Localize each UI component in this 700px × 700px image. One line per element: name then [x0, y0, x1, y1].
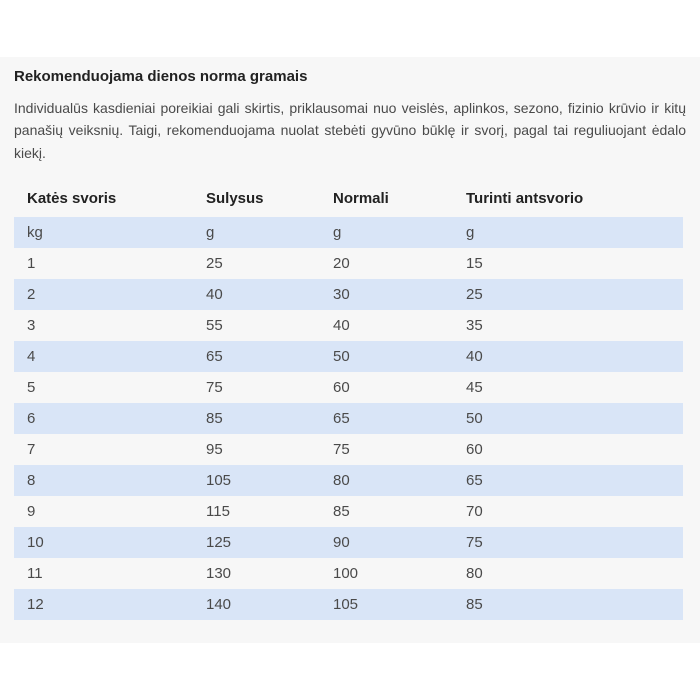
table-row — [14, 403, 683, 434]
table-cell: 30 — [333, 286, 350, 304]
table-cell: 115 — [206, 503, 230, 521]
table-cell: 100 — [333, 565, 359, 583]
table-cell: 75 — [206, 379, 223, 397]
table-cell: 20 — [333, 255, 350, 273]
table-cell: 70 — [466, 503, 483, 521]
intro-paragraph: Individualūs kasdieniai poreikiai gali skirtis, priklausomai nuo veislės, aplinkos, sezono, fizinio krūvio ir kitų panašių veiksnių. Taigi, rekomenduojama nuolat stebėti gyvūno būklę ir svorį, pagal tai reguliuojant ėdalo kiekį. — [14, 100, 686, 161]
table-cell: 6 — [27, 410, 36, 428]
table-cell: g — [466, 224, 475, 242]
table-cell: 4 — [27, 348, 36, 366]
column-header-normal: Normali — [333, 190, 389, 208]
table-cell: 130 — [206, 565, 232, 583]
table-cell: 105 — [333, 596, 359, 614]
table-cell: 80 — [466, 565, 483, 583]
table-cell: 125 — [206, 534, 232, 552]
table-row — [14, 310, 683, 341]
table-cell: 9 — [27, 503, 36, 521]
table-cell: 85 — [333, 503, 350, 521]
table-cell: 85 — [466, 596, 483, 614]
table-cell: 5 — [27, 379, 36, 397]
table-row — [14, 527, 683, 558]
table-cell: 75 — [333, 441, 350, 459]
table-cell: 105 — [206, 472, 232, 490]
table-cell: 35 — [466, 317, 483, 335]
table-row — [14, 465, 683, 496]
table-cell: 3 — [27, 317, 36, 335]
table-cell: 60 — [333, 379, 350, 397]
table-cell: 140 — [206, 596, 232, 614]
table-cell: 90 — [333, 534, 350, 552]
table-cell: 60 — [466, 441, 483, 459]
table-row — [14, 496, 683, 527]
table-cell: 40 — [333, 317, 350, 335]
table-cell: kg — [27, 224, 43, 242]
table-cell: 12 — [27, 596, 44, 614]
table-row — [14, 434, 683, 465]
table-cell: 25 — [206, 255, 223, 273]
table-cell: 10 — [27, 534, 44, 552]
table-cell: 40 — [466, 348, 483, 366]
table-cell: 11 — [27, 565, 43, 583]
table-cell: 2 — [27, 286, 36, 304]
table-cell: 50 — [333, 348, 350, 366]
table-cell: 8 — [27, 472, 36, 490]
table-row — [14, 372, 683, 403]
table-cell: 1 — [27, 255, 36, 273]
table-cell: 40 — [206, 286, 223, 304]
table-cell: 65 — [333, 410, 350, 428]
table-cell: g — [206, 224, 215, 242]
section-title: Rekomenduojama dienos norma gramais — [14, 68, 308, 85]
table-cell: 50 — [466, 410, 483, 428]
column-header-cat-weight: Katės svoris — [27, 190, 117, 208]
table-row — [14, 279, 683, 310]
table-cell: 80 — [333, 472, 350, 490]
table-cell: g — [333, 224, 342, 242]
table-cell: 85 — [206, 410, 223, 428]
table-cell: 75 — [466, 534, 483, 552]
table-cell: 55 — [206, 317, 223, 335]
table-cell: 95 — [206, 441, 223, 459]
table-cell: 7 — [27, 441, 36, 459]
table-row — [14, 341, 683, 372]
table-cell: 15 — [466, 255, 483, 273]
table-cell: 65 — [466, 472, 483, 490]
table-row — [14, 589, 683, 620]
feeding-guide-section — [0, 57, 700, 643]
column-header-underweight: Sulysus — [206, 190, 264, 208]
table-cell: 45 — [466, 379, 483, 397]
table-header-row — [14, 182, 683, 217]
table-row — [14, 248, 683, 279]
table-cell: 25 — [466, 286, 483, 304]
column-header-overweight: Turinti antsvorio — [466, 190, 584, 208]
feeding-table — [14, 182, 683, 620]
table-row — [14, 558, 683, 589]
table-cell: 65 — [206, 348, 223, 366]
table-row-units — [14, 217, 683, 248]
